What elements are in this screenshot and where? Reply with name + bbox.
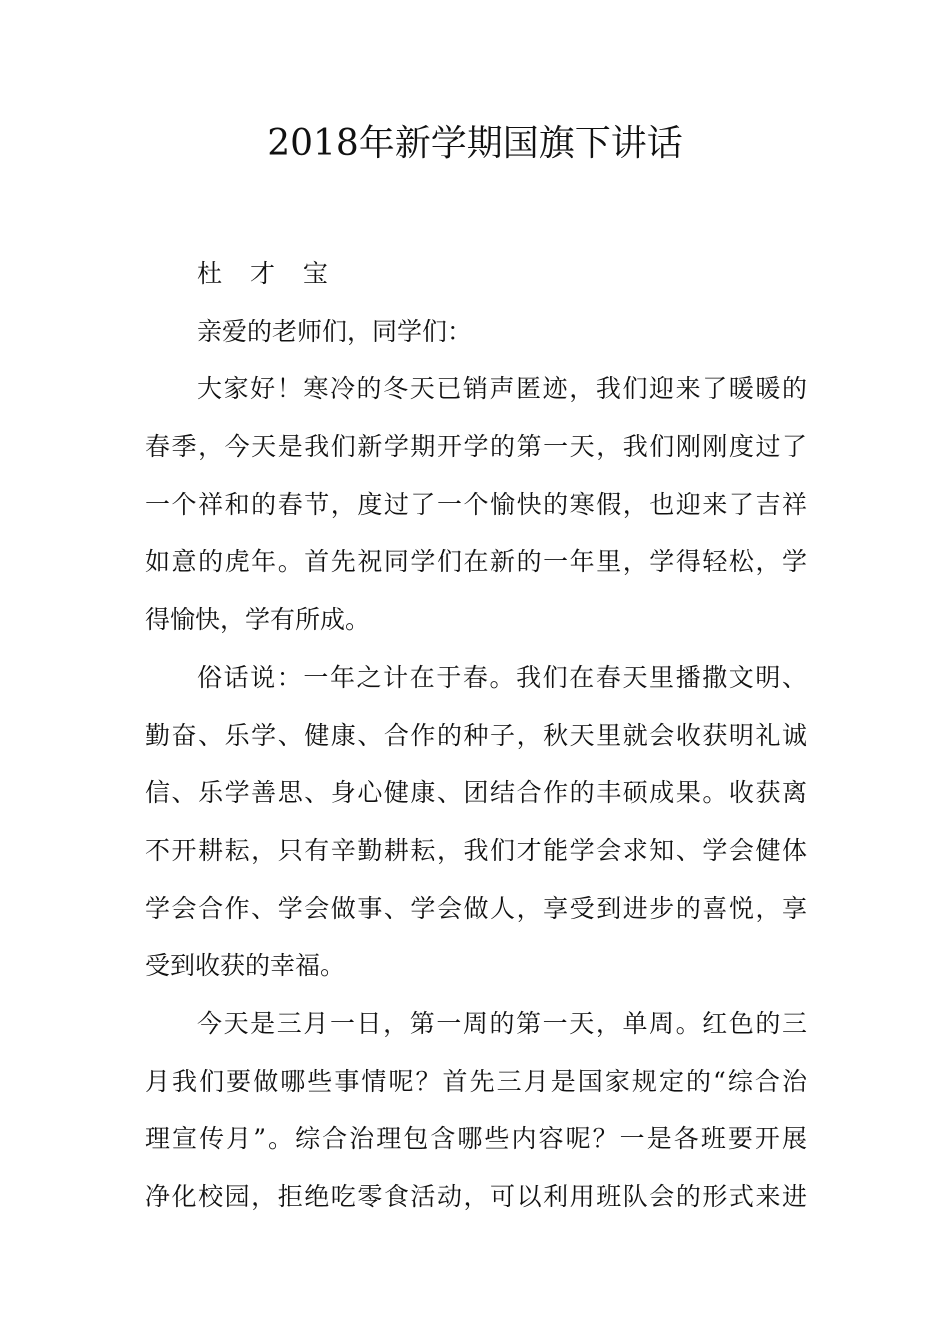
paragraph-line: 今天是三月一日，第一周的第一天，单周。红色的三 (197, 1008, 807, 1038)
paragraph-line: 俗话说：一年之计在于春。我们在春天里播撒文明、 (197, 662, 807, 692)
paragraph-line: 一个祥和的春节，度过了一个愉快的寒假，也迎来了吉祥 (145, 489, 807, 519)
paragraph-line: 信、乐学善思、身心健康、团结合作的丰硕成果。收获离 (145, 778, 807, 808)
paragraph-line: 得愉快，学有所成。 (145, 605, 371, 635)
paragraph-line: 月我们要做哪些事情呢？首先三月是国家规定的“综合治 (145, 1066, 807, 1096)
paragraph-line: 春季，今天是我们新学期开学的第一天，我们刚刚度过了 (145, 432, 807, 462)
paragraph-line: 受到收获的幸福。 (145, 951, 346, 981)
paragraph-line: 大家好！寒冷的冬天已销声匿迹，我们迎来了暖暖的 (197, 374, 807, 404)
paragraph-line: 如意的虎年。首先祝同学们在新的一年里，学得轻松，学 (145, 547, 807, 577)
document-body (145, 245, 807, 1226)
paragraph-line: 不开耕耘，只有辛勤耕耘，我们才能学会求知、学会健体 (145, 835, 807, 865)
paragraph-line: 勤奋、乐学、健康、合作的种子，秋天里就会收获明礼诚 (145, 720, 807, 750)
paragraph-line: 净化校园，拒绝吃零食活动，可以利用班队会的形式来进 (145, 1182, 807, 1211)
paragraph-line: 学会合作、学会做事、学会做人，享受到进步的喜悦，享 (145, 893, 807, 923)
author-line: 杜 才 宝 (197, 259, 338, 288)
document-title: 2018年新学期国旗下讲话 (267, 123, 683, 164)
paragraph-line: 理宣传月”。综合治理包含哪些内容呢？一是各班要开展 (145, 1124, 807, 1154)
greeting-line: 亲爱的老师们，同学们： (197, 316, 473, 346)
